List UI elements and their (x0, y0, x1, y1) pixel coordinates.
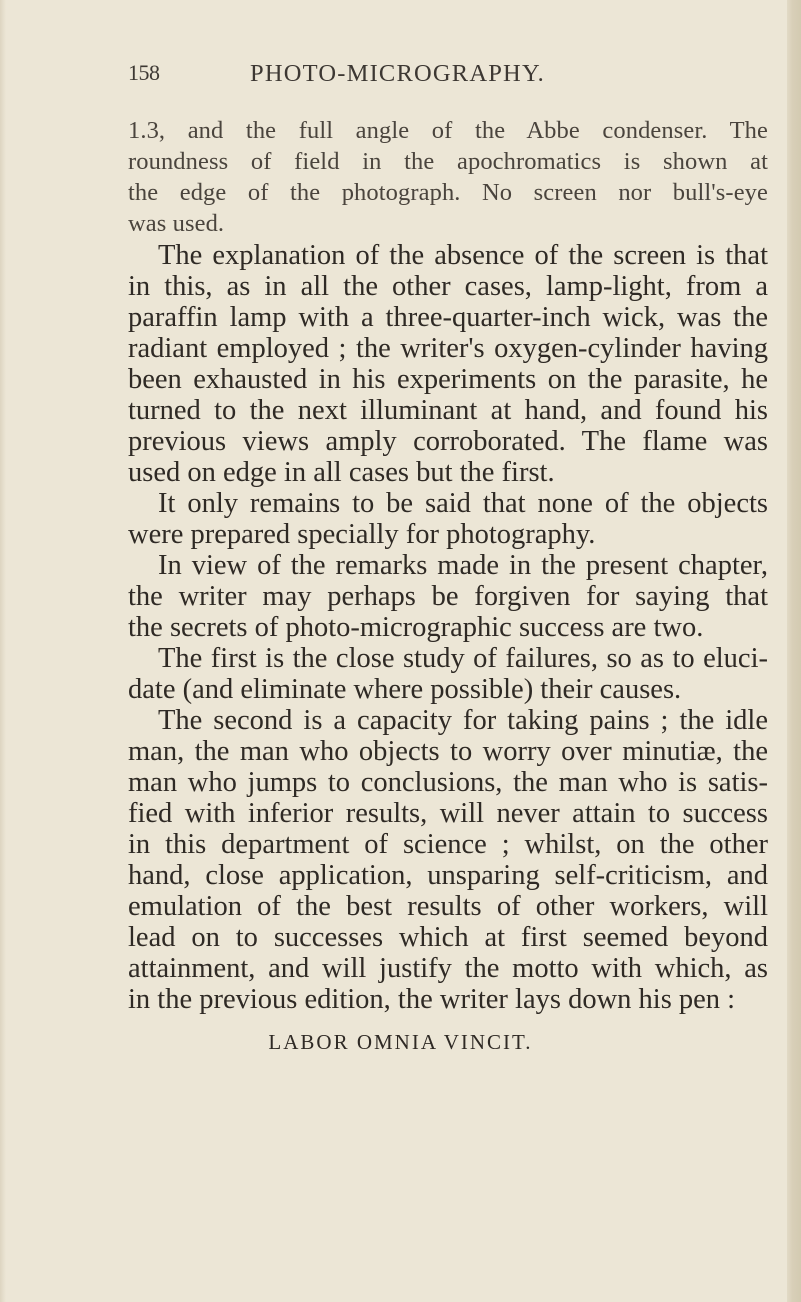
page-number: 158 (128, 60, 160, 85)
text-line: been exhausted in his experiments on the parasite, he (128, 364, 768, 395)
text-line: turned to the next illuminant at hand, and found his (128, 395, 768, 426)
text-line: used on edge in all cases but the first. (128, 457, 555, 488)
text-line: in the previous edition, the writer lays down his pen : (128, 984, 736, 1015)
text-line: In view of the remarks made in the present chapter, (158, 550, 768, 581)
text-line: The first is the close study of failures, so as to eluci- (158, 643, 768, 674)
text-line: were prepared specially for photography. (128, 519, 596, 550)
text-line: hand, close application, unsparing self-criticism, and (128, 860, 768, 891)
text-line: It only remains to be said that none of the objects (158, 488, 768, 519)
text-line: the writer may perhaps be forgiven for saying that (128, 581, 768, 612)
text-line: was used. (128, 210, 225, 237)
text-line: man who jumps to conclusions, the man who is satis- (128, 767, 768, 798)
text-line: The explanation of the absence of the screen is that (158, 240, 768, 271)
motto: LABOR OMNIA VINCIT. (268, 1030, 533, 1054)
text-line: paraffin lamp with a three-quarter-inch wick, was the (128, 302, 768, 333)
text-line: date (and eliminate where possible) their causes. (128, 674, 682, 705)
text-line: radiant employed ; the writer's oxygen-cylinder having (128, 333, 768, 364)
text-line: man, the man who objects to worry over minutiæ, the (128, 736, 768, 767)
text-line: emulation of the best results of other workers, will (128, 891, 768, 922)
text-line: the secrets of photo-micrographic success are two. (128, 612, 704, 643)
page-edge-shadow (787, 0, 801, 1302)
text-line: previous views amply corroborated. The flame was (128, 426, 768, 457)
page-gutter-shadow (0, 0, 6, 1302)
text-line: attainment, and will justify the motto with which, as (128, 953, 768, 984)
text-line: in this department of science ; whilst, on the other (128, 829, 768, 860)
running-title: PHOTO-MICROGRAPHY. (250, 60, 546, 87)
text-line: 1.3, and the full angle of the Abbe condenser. The (128, 117, 768, 144)
text-line: fied with inferior results, will never attain to success (128, 798, 768, 829)
text-line: in this, as in all the other cases, lamp-light, from a (128, 271, 768, 302)
text-line: the edge of the photograph. No screen nor bull's-eye (128, 179, 768, 206)
text-line: lead on to successes which at first seemed beyond (128, 922, 768, 953)
text-line: The second is a capacity for taking pains ; the idle (158, 705, 768, 736)
text-line: roundness of field in the apochromatics is shown at (128, 148, 768, 175)
